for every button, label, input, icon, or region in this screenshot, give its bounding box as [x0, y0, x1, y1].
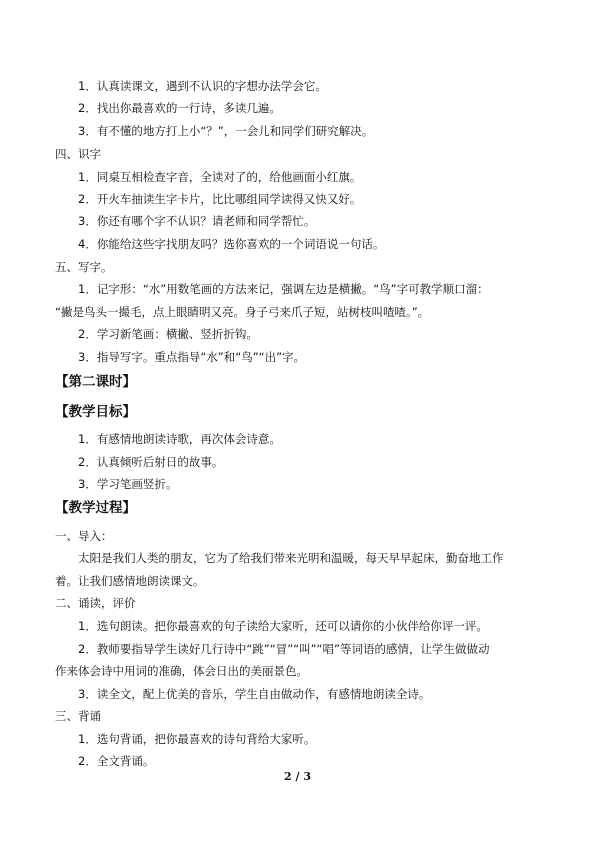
text-line: 2．找出你最喜欢的一行诗，多读几遍。: [78, 101, 281, 115]
text-line: 1．选句朗读。把你最喜欢的句子读给大家听，还可以请你的小伙伴给你评一评。: [78, 619, 488, 633]
text-line: 1．记字形：“水”用数笔画的方法来记，强调左边是横撇。“鸟”字可教学顺口溜：: [78, 282, 489, 296]
text-line: 太阳是我们人类的朋友，它为了给我们带来光明和温暖，每天早早起床，勤奋地工作: [78, 551, 504, 565]
page-number: 2 / 3: [284, 770, 311, 783]
text-line: 3．学习笔画竖折。: [78, 477, 178, 491]
lesson-heading: 【第二课时】: [55, 374, 136, 390]
text-line: 作来体会诗中用词的准确，体会日出的美丽景色。: [55, 664, 308, 678]
text-line: 3．读全文，配上优美的音乐，学生自由做动作，有感情地朗读全诗。: [78, 687, 431, 701]
text-line: 2．认真倾听后射日的故事。: [78, 455, 224, 469]
section-heading: 二、诵读，评价: [55, 596, 136, 610]
text-line: 3．指导写字。重点指导“水”和“鸟”“出”字。: [78, 350, 306, 364]
text-line: 2．学习新笔画：横撇、竖折折钩。: [78, 327, 258, 341]
text-line: 2．开火车抽读生字卡片，比比哪组同学读得又快又好。: [78, 192, 362, 206]
text-line: “撇是鸟头一撮毛，点上眼睛明又亮。身子弓来爪子短，站树枝叫喳喳。”。: [55, 305, 430, 319]
text-line: 1．选句背诵，把你最喜欢的诗句背给大家听。: [78, 732, 316, 746]
text-line: 1．认真读课文，遇到不认识的字想办法学会它。: [78, 79, 327, 93]
process-heading: 【教学过程】: [55, 500, 136, 516]
text-line: 3．你还有哪个字不认识？请老师和同学帮忙。: [78, 214, 316, 228]
text-line: 着。让我们感情地朗读课文。: [55, 574, 205, 588]
text-line: 2．全文背诵。: [78, 754, 155, 768]
section-heading: 一、导入：: [55, 529, 113, 543]
section-heading: 五、写字。: [55, 260, 113, 274]
text-line: 1．有感情地朗读诗歌，再次体会诗意。: [78, 432, 281, 446]
objectives-heading: 【教学目标】: [55, 404, 136, 420]
text-line: 3．有不懂的地方打上小“？”，一会儿和同学们研究解决。: [78, 124, 374, 138]
section-heading: 三、背诵: [55, 709, 101, 723]
section-heading: 四、识字: [55, 147, 101, 161]
text-line: 4．你能给这些字找朋友吗？选你喜欢的一个词语说一句话。: [78, 237, 385, 251]
text-line: 2．教师要指导学生读好几行诗中“跳”“冒”“叫”“唱”等词语的感情，让学生做做动: [78, 642, 490, 656]
text-line: 1．同桌互相检查字音，全读对了的，给他画面小红旗。: [78, 170, 362, 184]
